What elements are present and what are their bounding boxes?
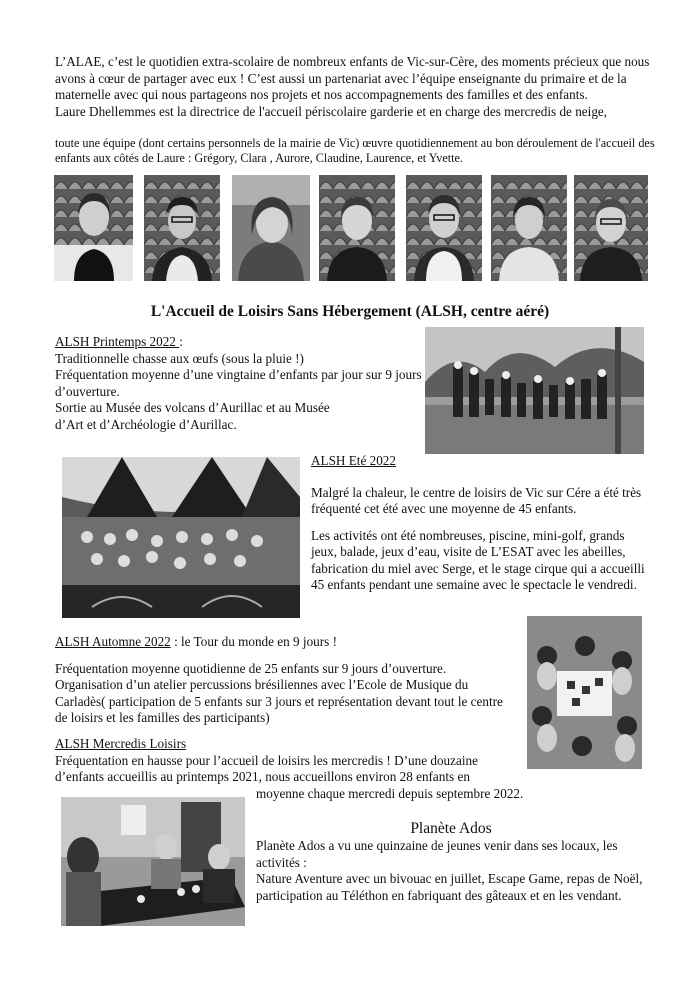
ados-photo xyxy=(61,797,245,926)
printemps-section xyxy=(55,334,423,433)
printemps-line-1: Traditionnelle chasse aux œufs (sous la pluie !) xyxy=(55,350,304,366)
ados-heading: Planète Ados xyxy=(410,820,492,837)
printemps-line-3: Sortie au Musée des volcans d’Aurillac et au Musée xyxy=(55,400,330,415)
automne-line-2: Organisation d’un atelier percussions brésiliennes avec l’Ecole de Musique du Carladès( participation de 5 enfants sur 3 jours et représentation devant tout le centre de loisirs et les familles des participants) xyxy=(55,677,503,725)
team-photo xyxy=(319,175,395,281)
team-photo xyxy=(491,175,567,281)
automne-section xyxy=(55,634,515,727)
printemps-line-4: d’Art et d’Archéologie d’Aurillac. xyxy=(55,416,237,432)
team-photo xyxy=(574,175,648,281)
printemps-title-colon: : xyxy=(179,334,183,349)
team-portraits xyxy=(54,175,648,281)
team-photo xyxy=(232,175,310,281)
mercredis-section xyxy=(55,736,523,786)
ete-paragraph-2: Les activités ont été nombreuses, piscine, mini-golf, grands jeux, balade, jeux d’eau, visite de L’ESAT avec les abeilles, fabrication du miel avec Serge, et le stage cirque qui a accueilli 45 enfants pendant une semaine avec le spectacle le vendredi. xyxy=(311,527,645,592)
mercredis-line-2: moyenne chaque mercredi depuis septembre 2022. xyxy=(256,786,524,801)
intro-text-1: L’ALAE, c’est le quotidien extra-scolaire de nombreux enfants de Vic-sur-Cère, des moments précieux que nous avons à cœur de partager avec eux ! C’est aussi un partenariat avec l’équipe enseignante du primaire et de la maternelle avec qui nous partageons nos projets et nos accompagnements des familles et des enfants. xyxy=(55,54,650,102)
team-photo xyxy=(406,175,482,281)
intro-text-2: Laure Dhellemmes est la directrice de l'accueil périscolaire garderie et en charge des mercredis de neige, xyxy=(55,103,608,119)
automne-subtitle: : le Tour du monde en 9 jours ! xyxy=(170,634,337,649)
mercredis-line-1: Fréquentation en hausse pour l’accueil de loisirs les mercredis ! D’une douzaine d’enfants accueillis au printemps 2021, nous accueillons environ 28 enfants en xyxy=(55,752,478,784)
intro-paragraph xyxy=(55,54,650,120)
ete-section xyxy=(311,453,646,594)
automne-photo xyxy=(527,616,642,769)
ete-paragraph-1: Malgré la chaleur, le centre de loisirs de Vic sur Cére a été très fréquenté cet été avec une moyenne de 45 enfants. xyxy=(311,484,642,516)
team-photo xyxy=(144,175,220,281)
automne-title: ALSH Automne 2022 xyxy=(55,634,171,649)
team-photo xyxy=(54,175,133,281)
printemps-group-photo xyxy=(425,327,644,454)
automne-line-1: Fréquentation moyenne quotidienne de 25 enfants sur 9 jours d’ouverture. xyxy=(55,660,447,676)
ete-title: ALSH Eté 2022 xyxy=(311,453,396,468)
alsh-heading: L'Accueil de Loisirs Sans Hébergement (ALSH, centre aéré) xyxy=(150,303,550,320)
ados-paragraph-1: Planète Ados a vu une quinzaine de jeunes venir dans ses locaux, les activités : xyxy=(256,838,618,870)
intro-team: toute une équipe (dont certains personnels de la mairie de Vic) œuvre quotidiennement au bon déroulement de l'accueil des enfants aux côtés de Laure : Grégory, Clara , Aurore, Claudine, Laurence, et Yvette. xyxy=(55,136,655,165)
ados-paragraph-2: Nature Aventure avec un bivouac en juillet, Escape Game, repas de Noël, participation au Téléthon en fabriquant des gâteaux et en les vendant. xyxy=(256,871,643,903)
mercredis-title: ALSH Mercredis Loisirs xyxy=(55,736,187,751)
ados-section xyxy=(256,838,648,904)
printemps-title: ALSH Printemps 2022 xyxy=(55,334,180,349)
printemps-line-2: Fréquentation moyenne d’une vingtaine d’enfants par jour sur 9 jours d’ouverture. xyxy=(55,367,422,399)
ete-circus-photo xyxy=(62,457,300,618)
